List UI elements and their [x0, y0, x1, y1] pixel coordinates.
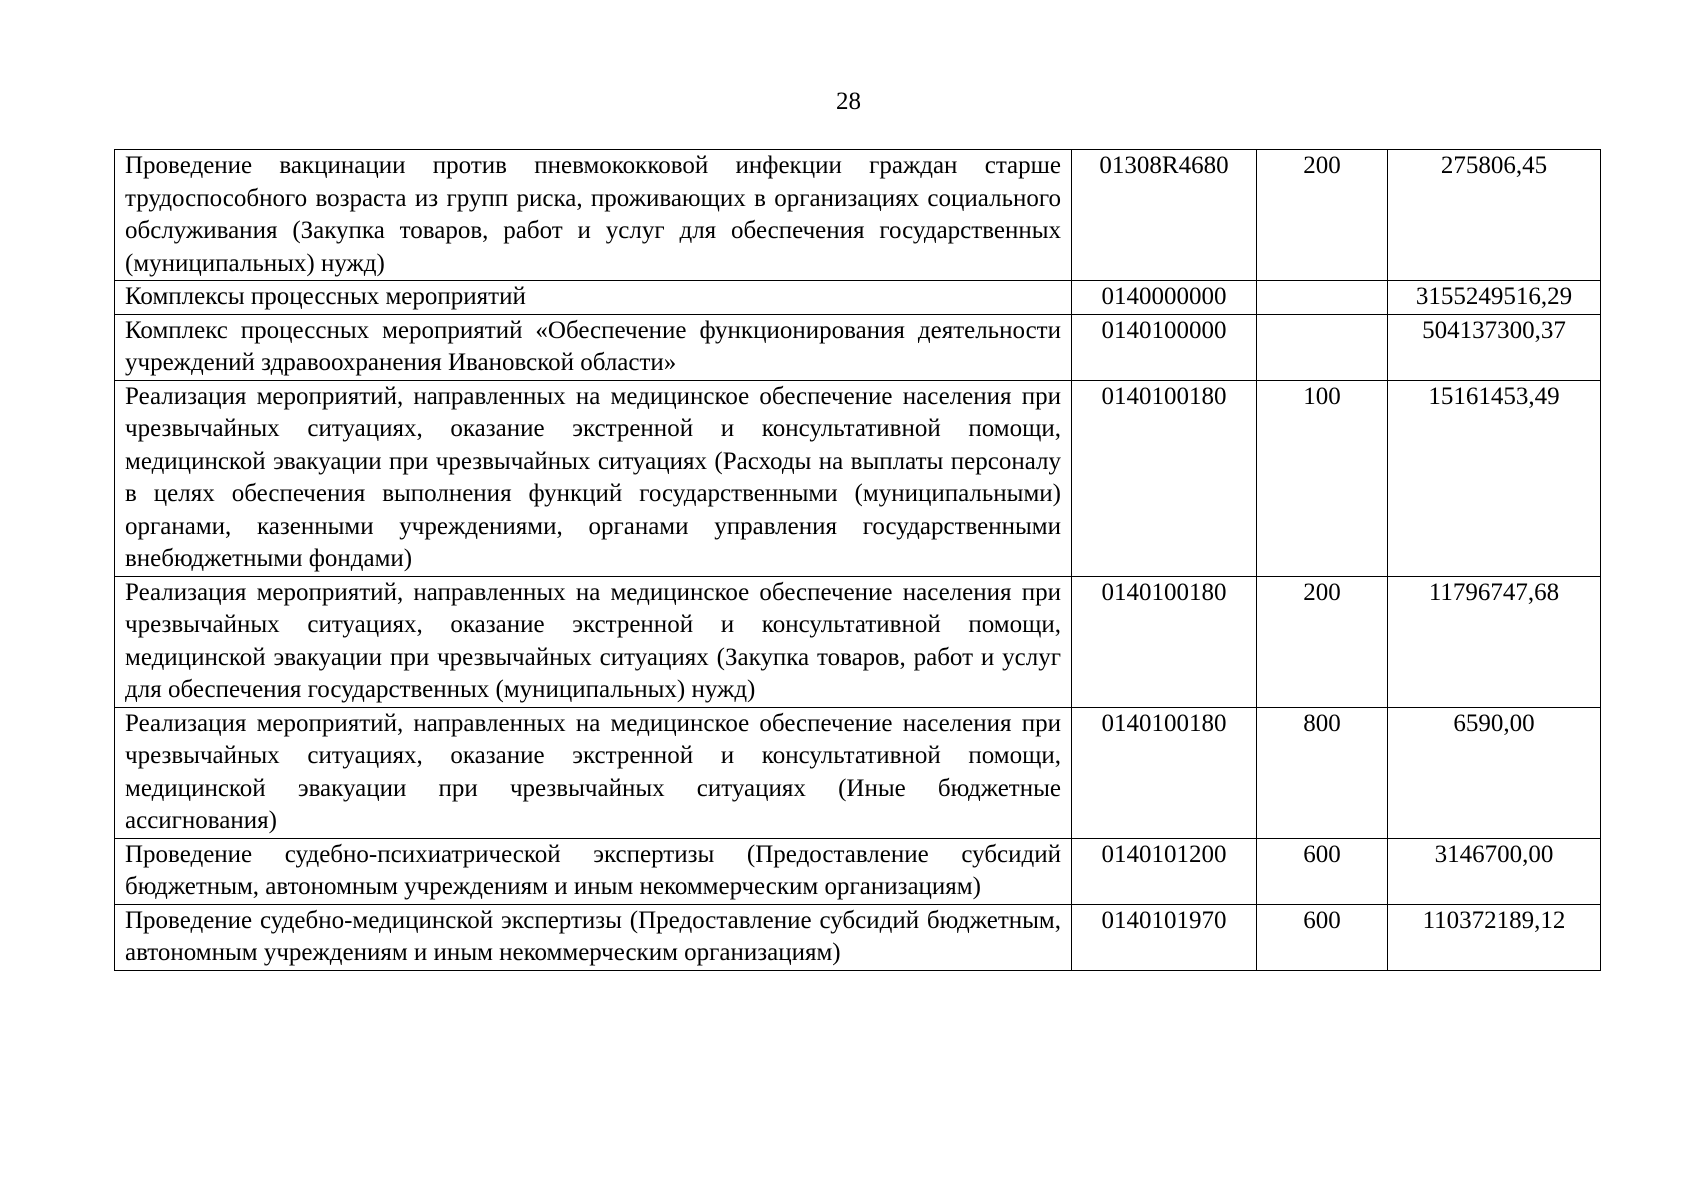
row-name-cell: Проведение вакцинации против пневмококковой инфекции граждан старше трудоспособного возраста из групп риска, проживающих в организациях социального обслуживания (Закупка товаров, работ и услуг для обеспечения государственных (муниципальных) нужд) [115, 150, 1072, 281]
row-expense-type-cell: 600 [1257, 904, 1388, 970]
table-row [115, 380, 1601, 576]
row-expense-type-cell [1257, 281, 1388, 315]
row-expense-type-cell: 100 [1257, 380, 1388, 576]
row-expense-type-cell: 600 [1257, 838, 1388, 904]
row-expense-type-cell [1257, 314, 1388, 380]
budget-table [114, 149, 1601, 971]
row-amount-cell: 504137300,37 [1388, 314, 1601, 380]
row-code-cell: 0140101200 [1072, 838, 1257, 904]
row-code-cell: 0140101970 [1072, 904, 1257, 970]
row-code-cell: 0140100180 [1072, 380, 1257, 576]
row-code-cell: 0140100180 [1072, 707, 1257, 838]
table-row [115, 314, 1601, 380]
row-expense-type-cell: 800 [1257, 707, 1388, 838]
page-number: 28 [836, 88, 861, 115]
row-amount-cell: 6590,00 [1388, 707, 1601, 838]
row-name-cell: Реализация мероприятий, направленных на медицинское обеспечение населения при чрезвычайных ситуациях, оказание экстренной и консультативной помощи, медицинской эвакуации при чрезвычайных ситуациях (Закупка товаров, работ и услуг для обеспечения государственных (муниципальных) нужд) [115, 576, 1072, 707]
table-row [115, 838, 1601, 904]
row-amount-cell: 275806,45 [1388, 150, 1601, 281]
row-code-cell: 0140000000 [1072, 281, 1257, 315]
row-name-cell: Проведение судебно-медицинской экспертизы (Предоставление субсидий бюджетным, автономным учреждениям и иным некоммерческим организациям) [115, 904, 1072, 970]
row-name-cell: Проведение судебно-психиатрической экспертизы (Предоставление субсидий бюджетным, автономным учреждениям и иным некоммерческим организациям) [115, 838, 1072, 904]
row-code-cell: 0140100000 [1072, 314, 1257, 380]
table-row [115, 904, 1601, 970]
table-row [115, 576, 1601, 707]
row-amount-cell: 11796747,68 [1388, 576, 1601, 707]
table-row [115, 281, 1601, 315]
row-name-cell: Реализация мероприятий, направленных на медицинское обеспечение населения при чрезвычайных ситуациях, оказание экстренной и консультативной помощи, медицинской эвакуации при чрезвычайных ситуациях (Иные бюджетные ассигнования) [115, 707, 1072, 838]
row-amount-cell: 110372189,12 [1388, 904, 1601, 970]
table-row [115, 707, 1601, 838]
row-expense-type-cell: 200 [1257, 576, 1388, 707]
row-amount-cell: 15161453,49 [1388, 380, 1601, 576]
row-expense-type-cell: 200 [1257, 150, 1388, 281]
row-code-cell: 0140100180 [1072, 576, 1257, 707]
row-amount-cell: 3146700,00 [1388, 838, 1601, 904]
row-amount-cell: 3155249516,29 [1388, 281, 1601, 315]
row-name-cell: Реализация мероприятий, направленных на медицинское обеспечение населения при чрезвычайных ситуациях, оказание экстренной и консультативной помощи, медицинской эвакуации при чрезвычайных ситуациях (Расходы на выплаты персоналу в целях обеспечения выполнения функций государственными (муниципальными) органами, казенными учреждениями, органами управления государственными внебюджетными фондами) [115, 380, 1072, 576]
table-row [115, 150, 1601, 281]
row-code-cell: 01308R4680 [1072, 150, 1257, 281]
row-name-cell: Комплекс процессных мероприятий «Обеспечение функционирования деятельности учреждений здравоохранения Ивановской области» [115, 314, 1072, 380]
row-name-cell: Комплексы процессных мероприятий [115, 281, 1072, 315]
